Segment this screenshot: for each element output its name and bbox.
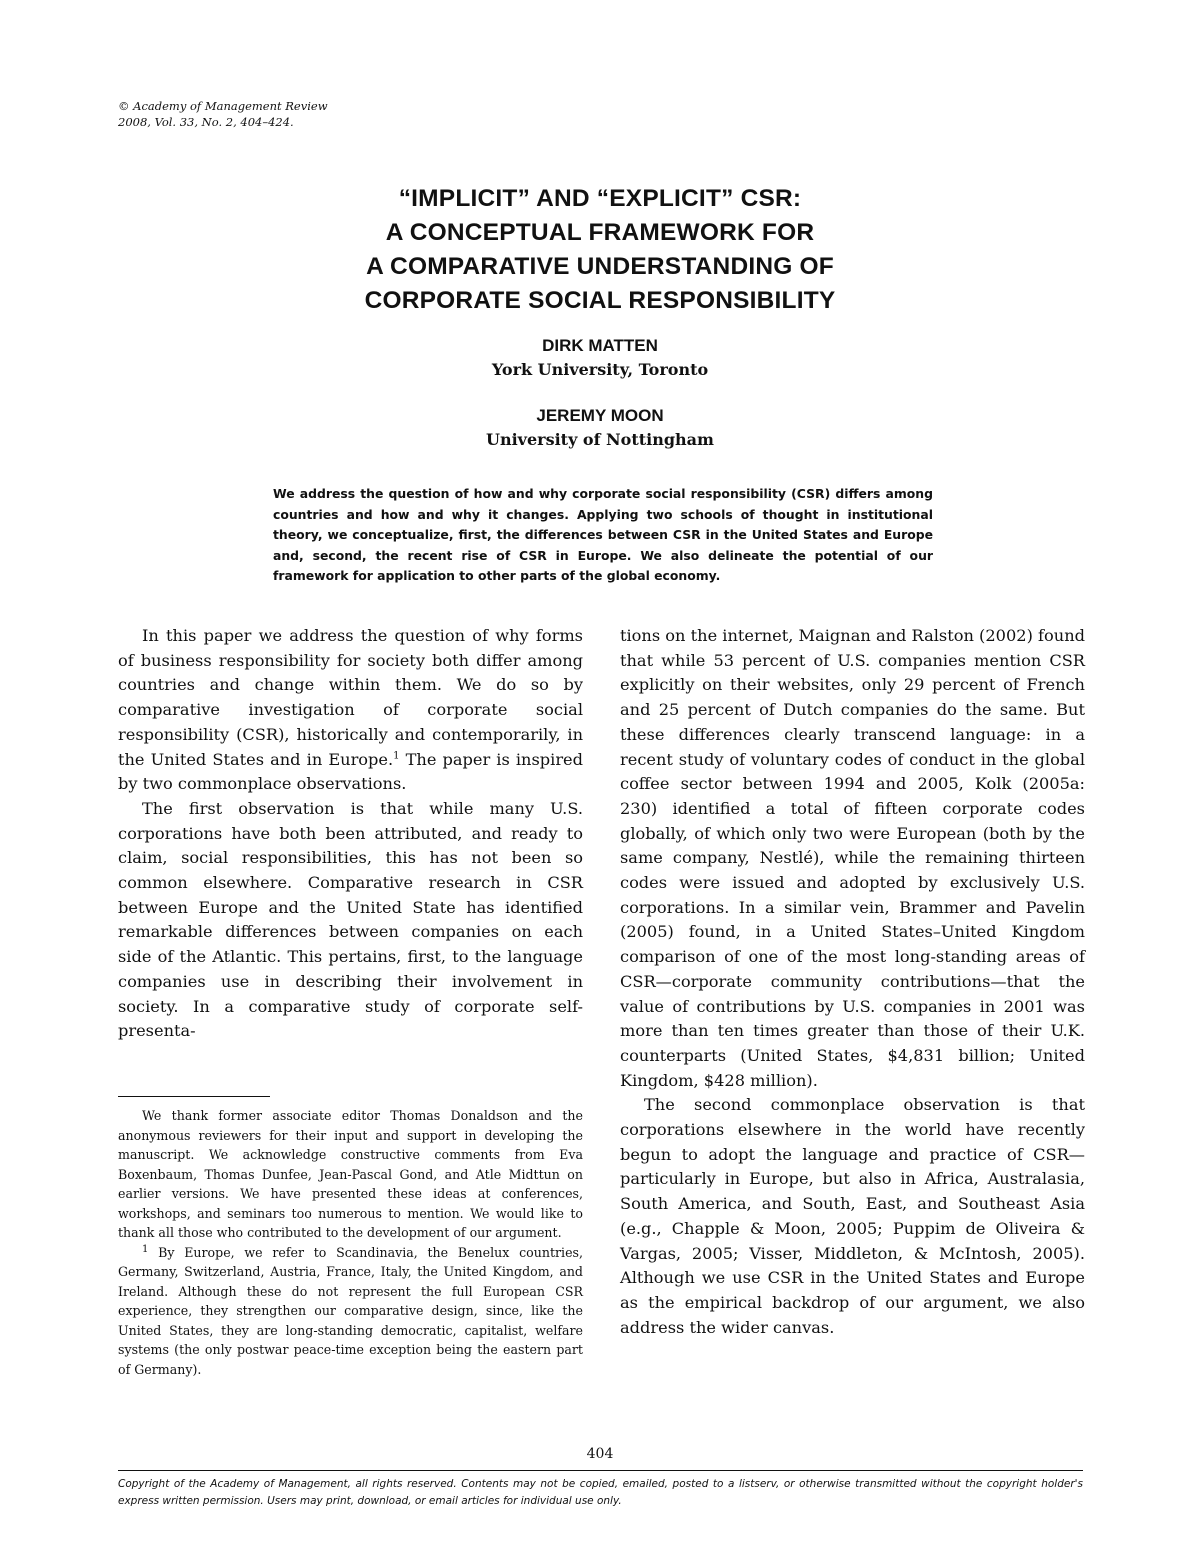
body-paragraph bbox=[118, 624, 583, 797]
author-affiliation: University of Nottingham bbox=[486, 430, 714, 449]
author-name: JEREMY MOON bbox=[536, 406, 664, 425]
author-block bbox=[0, 334, 1200, 382]
body-column-left bbox=[118, 624, 583, 1044]
body-paragraph: The first observation is that while many U.S. corporations have both been attributed, and ready to claim, social responsibilities, this has not been so common elsewhere. Comparative research in CSR between Europe and the United State has identified remarkable differences between companies on each side of the Atlantic. This pertains, first, to the language companies use in describing their involvement in society. In a comparative study of corporate self-presenta- bbox=[118, 798, 583, 1041]
footnote-mark: 1 bbox=[142, 1243, 149, 1255]
journal-name-line bbox=[118, 98, 328, 114]
paragraph-text: In this paper we address the question of why forms of business responsibility for society both differ among countries and change within them. We do so by comparative investigation of corporate social responsibility (CSR), historically and contemporarily, in the United States and in Europe. bbox=[118, 626, 583, 769]
copyright-notice: Copyright of the Academy of Management, all rights reserved. Contents may not be copied, emailed, posted to a listserv, or otherwise transmitted without the copyright holder's express written permission. Users may print, download, or email articles for individual use only. bbox=[118, 1478, 1083, 1507]
body-paragraph: tions on the internet, Maignan and Ralston (2002) found that while 53 percent of U.S. companies mention CSR explicitly on their websites, only 29 percent of French and 25 percent of Dutch companies do the same. But these differences clearly transcend language: in a recent study of voluntary codes of conduct in the global coffee sector between 1994 and 2005, Kolk (2005a: 230) identified a total of fifteen corporate codes globally, of which only two were European (both by the same company, Nestlé), while the remaining thirteen codes were issued and adopted by exclusively U.S. corporations. In a similar vein, Brammer and Pavelin (2005) found, in a United States–United Kingdom comparison of one of the most long-standing areas of CSR—corporate community contributions—that the value of contributions by U.S. companies in 2001 was more than ten times greater than those of their U.K. counterparts (United States, $4,831 billion; United Kingdom, $428 million). bbox=[620, 626, 1085, 1090]
journal-header bbox=[118, 98, 328, 130]
paragraph-text: The paper is inspired by two commonplace observations. bbox=[118, 749, 583, 794]
journal-citation: 2008, Vol. 33, No. 2, 404–424. bbox=[118, 115, 294, 129]
article-title bbox=[0, 182, 1200, 318]
title-line: “IMPLICIT” AND “EXPLICIT” CSR: bbox=[398, 185, 802, 212]
body-column-right bbox=[620, 624, 1085, 1340]
title-line: CORPORATE SOCIAL RESPONSIBILITY bbox=[364, 287, 836, 314]
footnote-divider bbox=[118, 1096, 270, 1097]
copyright-divider bbox=[118, 1470, 1083, 1471]
author-affiliation: York University, Toronto bbox=[491, 360, 709, 379]
footnote-1 bbox=[118, 1243, 583, 1380]
footnotes bbox=[118, 1106, 583, 1379]
title-line: A COMPARATIVE UNDERSTANDING OF bbox=[366, 253, 834, 280]
copyright-symbol: © bbox=[118, 99, 130, 113]
acknowledgment-note: We thank former associate editor Thomas Donaldson and the anonymous reviewers for their input and support in developing the manuscript. We acknowledge constructive comments from Eva Boxenbaum, Thomas Dunfee, Jean-Pascal Gond, and Atle Midttun on earlier versions. We have presented these ideas at conferences, workshops, and seminars too numerous to mention. We would like to thank all those who contributed to the development of our argument. bbox=[118, 1108, 583, 1240]
page-number: 404 bbox=[586, 1446, 614, 1462]
author-block bbox=[0, 404, 1200, 452]
title-line: A CONCEPTUAL FRAMEWORK FOR bbox=[385, 219, 815, 246]
footnote-ref: 1 bbox=[393, 750, 400, 762]
abstract: We address the question of how and why corporate social responsibility (CSR) differs among countries and how and why it changes. Applying two schools of thought in institutional theory, we conceptualize, first, the differences between CSR in the United States and Europe and, second, the recent rise of CSR in Europe. We also delineate the potential of our framework for application to other parts of the global economy. bbox=[273, 486, 933, 583]
author-name: DIRK MATTEN bbox=[542, 336, 658, 355]
body-paragraph: The second commonplace observation is that corporations elsewhere in the world have recently begun to adopt the language and practice of CSR—particularly in Europe, but also in Africa, Australasia, South America, and South, East, and Southeast Asia (e.g., Chapple & Moon, 2005; Puppim de Oliveira & Vargas, 2005; Visser, Middleton, & McIntosh, 2005). Although we use CSR in the United States and Europe as the empirical backdrop of our argument, we also address the wider canvas. bbox=[620, 1095, 1085, 1337]
journal-name: Academy of Management Review bbox=[133, 99, 328, 113]
footnote-text: By Europe, we refer to Scandinavia, the Benelux countries, Germany, Switzerland, Austria, France, Italy, the United Kingdom, and Ireland. Although these do not represent the full European CSR experience, they strengthen our comparative design, since, like the United States, they are long-standing democratic, capitalist, welfare systems (the only postwar peace-time exception being the eastern part of Germany). bbox=[118, 1244, 583, 1377]
